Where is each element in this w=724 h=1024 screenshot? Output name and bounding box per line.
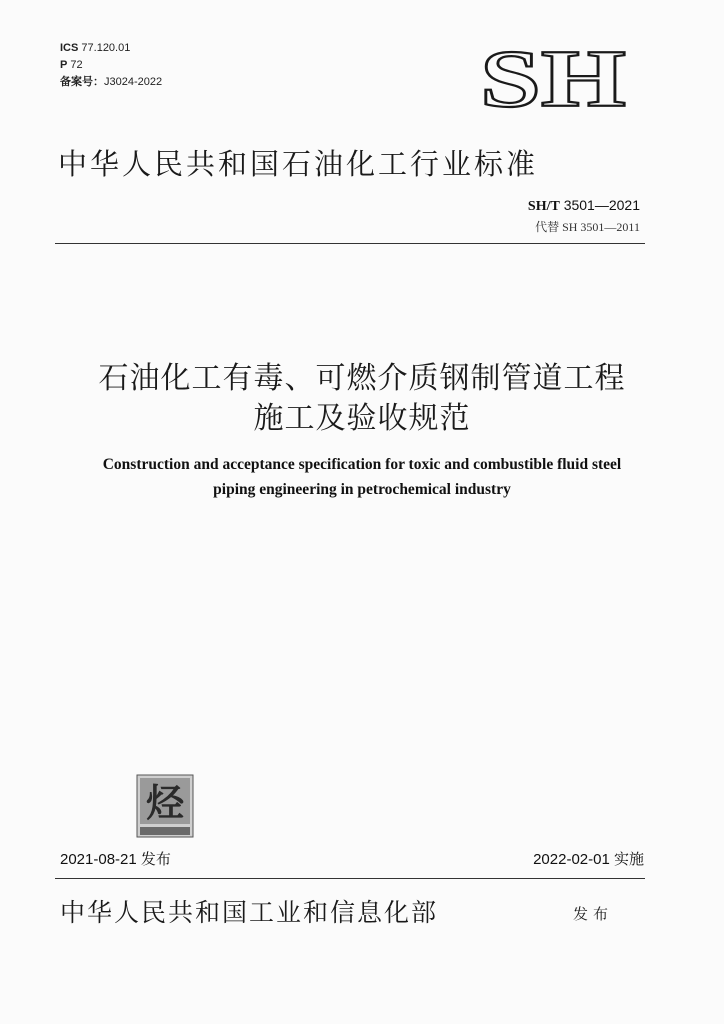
classification-block	[60, 40, 162, 91]
sh-logo	[478, 44, 628, 116]
p-label: P	[60, 59, 68, 71]
title-zh-line-2: 施工及验收规范	[253, 401, 471, 436]
sh-logo-text: SH	[480, 44, 626, 116]
header-divider	[55, 243, 645, 244]
ics-value: 77.120.01	[81, 42, 131, 54]
stamp-glyph: 烃	[145, 781, 185, 825]
publish-label: 发布	[573, 905, 614, 923]
publisher-name: 中华人民共和国工业和信息化部	[60, 898, 439, 927]
replaces-standard: 代替 SH 3501—2011	[535, 220, 640, 234]
anti-counterfeit-stamp	[136, 774, 194, 838]
record-label: 备案号：	[60, 76, 104, 88]
record-value: J3024-2022	[104, 76, 163, 88]
standard-number	[528, 197, 640, 215]
footer-divider	[55, 878, 645, 879]
p-line	[60, 57, 162, 74]
industry-standard-header: 中华人民共和国石油化工行业标准	[58, 147, 539, 181]
title-zh-line-1: 石油化工有毒、可燃介质钢制管道工程	[98, 361, 626, 396]
title-en-line-2: piping engineering in petrochemical industry	[213, 481, 511, 498]
title-en-line-1: Construction and acceptance specification for toxic and combustible fluid steel	[102, 456, 622, 473]
standard-code: SH/T	[527, 199, 560, 214]
ics-label: ICS	[60, 42, 79, 54]
standard-year-number: 3501—2021	[563, 197, 640, 213]
effective-date: 2022-02-01 实施	[533, 851, 644, 868]
p-value: 72	[70, 59, 83, 71]
record-line	[60, 74, 162, 91]
ics-line	[60, 40, 162, 57]
issue-date: 2021-08-21 发布	[60, 851, 171, 868]
